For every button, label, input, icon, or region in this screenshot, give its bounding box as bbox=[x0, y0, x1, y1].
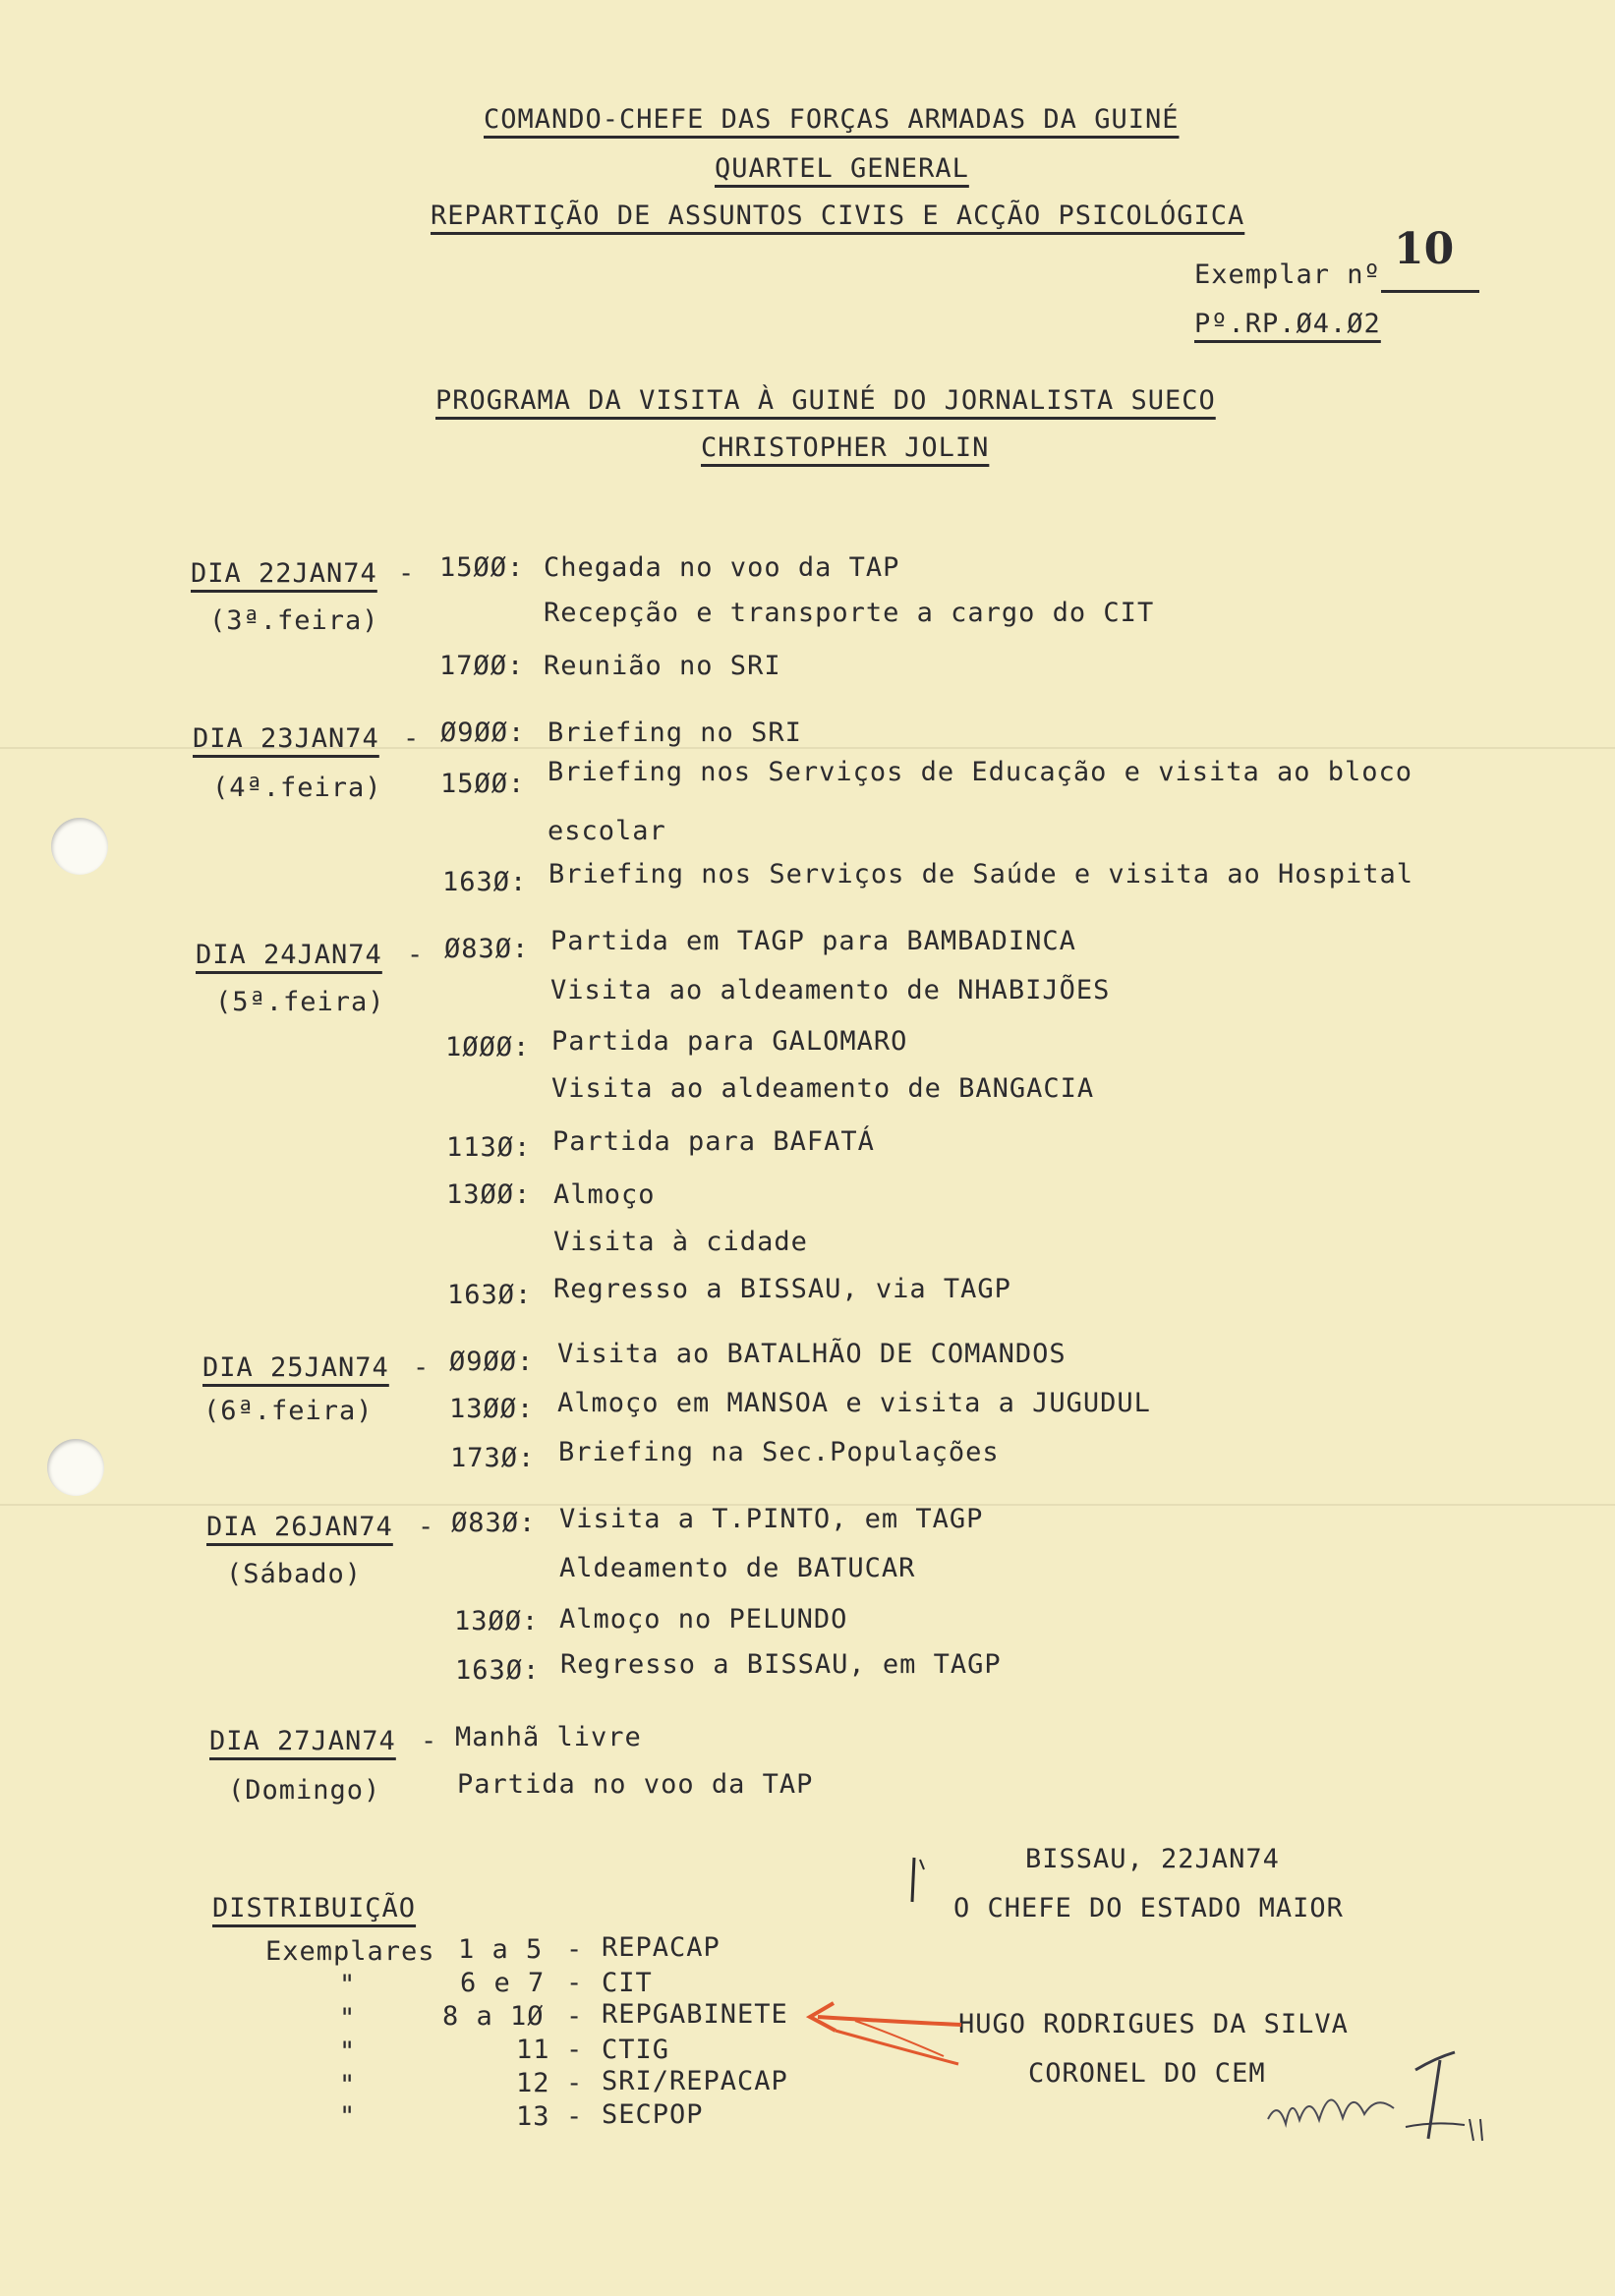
reference-code: Pº.RP.Ø4.Ø2 bbox=[1194, 309, 1381, 339]
distribution-dest: CIT bbox=[602, 1968, 653, 1998]
red-annotation-arrow-icon bbox=[796, 1995, 973, 2074]
entry-text: Visita à cidade bbox=[553, 1227, 808, 1257]
entry-time: Ø9ØØ: bbox=[440, 718, 526, 748]
document-title: PROGRAMA DA VISITA À GUINÉ DO JORNALISTA SUECO bbox=[435, 385, 1216, 416]
entry-time: 15ØØ: bbox=[439, 552, 525, 583]
distribution-dest: SECPOP bbox=[602, 2099, 704, 2130]
entry-text: Almoço bbox=[553, 1179, 656, 1210]
distribution-prefix: " bbox=[339, 2037, 357, 2067]
distribution-prefix: " bbox=[339, 1970, 357, 2000]
entry-text: Briefing nos Serviços de Educação e visita ao bloco bbox=[548, 757, 1413, 787]
distribution-prefix: " bbox=[339, 2070, 357, 2100]
header-line-2: QUARTEL GENERAL bbox=[715, 153, 969, 184]
entry-text: Partida no voo da TAP bbox=[457, 1769, 814, 1800]
entry-text: Visita ao BATALHÃO DE COMANDOS bbox=[557, 1339, 1067, 1369]
entry-time: Ø83Ø: bbox=[444, 934, 530, 964]
entry-text: Briefing nos Serviços de Saúde e visita ao Hospital bbox=[548, 859, 1414, 890]
weekday-label: (3ª.feira) bbox=[209, 605, 379, 636]
entry-time: 13ØØ: bbox=[446, 1179, 532, 1210]
distribution-range: 8 a 1Ø bbox=[442, 2001, 545, 2032]
document-subtitle: CHRISTOPHER JOLIN bbox=[701, 432, 990, 463]
header-line-3: REPARTIÇÃO DE ASSUNTOS CIVIS E ACÇÃO PSICOLÓGICA bbox=[431, 201, 1245, 231]
handwritten-mark bbox=[904, 1848, 944, 1936]
entry-time: 173Ø: bbox=[450, 1443, 536, 1473]
copy-number-rule bbox=[1381, 290, 1479, 293]
entry-time: 13ØØ: bbox=[454, 1606, 540, 1636]
entry-text: Almoço no PELUNDO bbox=[559, 1604, 848, 1635]
distribution-range: 11 bbox=[516, 2035, 550, 2065]
distribution-dest: REPACAP bbox=[602, 1932, 721, 1963]
entry-text: Regresso a BISSAU, via TAGP bbox=[553, 1274, 1011, 1304]
weekday-label: (6ª.feira) bbox=[203, 1396, 374, 1426]
dash: - bbox=[566, 2035, 584, 2065]
entry-text: Visita a T.PINTO, em TAGP bbox=[559, 1504, 984, 1534]
copy-number: 10 bbox=[1394, 224, 1455, 274]
day-label: DIA 25JAN74 bbox=[202, 1352, 389, 1383]
entry-time: 163Ø: bbox=[442, 867, 528, 897]
entry-time: Ø83Ø: bbox=[451, 1508, 537, 1538]
distribution-dest: SRI/REPACAP bbox=[602, 2066, 788, 2096]
day-label: DIA 24JAN74 bbox=[196, 940, 382, 970]
day-label: DIA 27JAN74 bbox=[209, 1726, 396, 1756]
entry-text: Visita ao aldeamento de NHABIJÕES bbox=[550, 975, 1111, 1005]
punch-hole bbox=[51, 818, 108, 875]
distribution-prefix: " bbox=[339, 2003, 357, 2034]
day-label: DIA 26JAN74 bbox=[206, 1512, 393, 1542]
entry-time: 1ØØØ: bbox=[445, 1032, 531, 1062]
copy-label: Exemplar nº bbox=[1194, 259, 1381, 290]
entry-text: Briefing na Sec.Populações bbox=[558, 1437, 1000, 1467]
dash: - bbox=[566, 2068, 584, 2098]
entry-text: Aldeamento de BATUCAR bbox=[559, 1553, 916, 1583]
entry-text: Almoço em MANSOA e visita a JUGUDUL bbox=[557, 1388, 1151, 1418]
distribution-range: 6 e 7 bbox=[460, 1968, 546, 1998]
entry-time: 163Ø: bbox=[455, 1655, 541, 1686]
distribution-range: 12 bbox=[516, 2068, 550, 2098]
header-line-1: COMANDO-CHEFE DAS FORÇAS ARMADAS DA GUINÉ bbox=[484, 104, 1180, 135]
entry-text: Reunião no SRI bbox=[544, 651, 781, 681]
entry-text: Manhã livre bbox=[455, 1722, 642, 1752]
signatory-role: O CHEFE DO ESTADO MAIOR bbox=[953, 1893, 1344, 1923]
entry-time: Ø9ØØ: bbox=[449, 1347, 535, 1377]
dash: - bbox=[398, 558, 416, 589]
punch-hole bbox=[47, 1439, 104, 1496]
dash: - bbox=[566, 1968, 584, 1998]
entry-text: Partida para GALOMARO bbox=[551, 1026, 908, 1057]
weekday-label: (5ª.feira) bbox=[215, 987, 385, 1017]
entry-text: Partida para BAFATÁ bbox=[552, 1126, 875, 1157]
entry-time: 15ØØ: bbox=[440, 769, 526, 799]
entry-text: Chegada no voo da TAP bbox=[544, 552, 900, 583]
day-label: DIA 23JAN74 bbox=[193, 723, 379, 754]
dash: - bbox=[566, 2101, 584, 2132]
distribution-prefix: Exemplares bbox=[265, 1936, 435, 1967]
signatory-name: HUGO RODRIGUES DA SILVA bbox=[958, 2009, 1349, 2039]
dash: - bbox=[403, 723, 421, 754]
entry-text: escolar bbox=[548, 816, 666, 846]
entry-text: Visita ao aldeamento de BANGACIA bbox=[551, 1073, 1095, 1104]
dash: - bbox=[418, 1512, 435, 1542]
day-label: DIA 22JAN74 bbox=[191, 558, 377, 589]
weekday-label: (Sábado) bbox=[226, 1559, 363, 1589]
dash: - bbox=[413, 1352, 431, 1383]
dash: - bbox=[566, 1934, 584, 1965]
distribution-range: 13 bbox=[516, 2101, 550, 2132]
distribution-range: 1 a 5 bbox=[458, 1934, 544, 1965]
distribution-heading: DISTRIBUIÇÃO bbox=[212, 1893, 417, 1923]
entry-time: 13ØØ: bbox=[449, 1394, 535, 1424]
weekday-label: (Domingo) bbox=[228, 1775, 381, 1806]
handwritten-signature bbox=[1258, 2040, 1504, 2168]
entry-time: 113Ø: bbox=[446, 1132, 532, 1163]
entry-time: 163Ø: bbox=[447, 1280, 533, 1310]
dash: - bbox=[566, 2001, 584, 2032]
dash: - bbox=[421, 1726, 438, 1756]
distribution-dest: CTIG bbox=[602, 2035, 670, 2065]
weekday-label: (4ª.feira) bbox=[212, 773, 382, 803]
entry-time: 17ØØ: bbox=[439, 651, 525, 681]
entry-text: Regresso a BISSAU, em TAGP bbox=[560, 1649, 1002, 1680]
distribution-prefix: " bbox=[339, 2101, 357, 2132]
entry-text: Partida em TAGP para BAMBADINCA bbox=[550, 926, 1076, 956]
dash: - bbox=[407, 940, 425, 970]
entry-text: Briefing no SRI bbox=[548, 718, 802, 748]
place-date: BISSAU, 22JAN74 bbox=[1025, 1844, 1280, 1874]
entry-text: Recepção e transporte a cargo do CIT bbox=[544, 598, 1155, 628]
signatory-rank: CORONEL DO CEM bbox=[1028, 2058, 1266, 2089]
distribution-dest: REPGABINETE bbox=[602, 1999, 788, 2030]
